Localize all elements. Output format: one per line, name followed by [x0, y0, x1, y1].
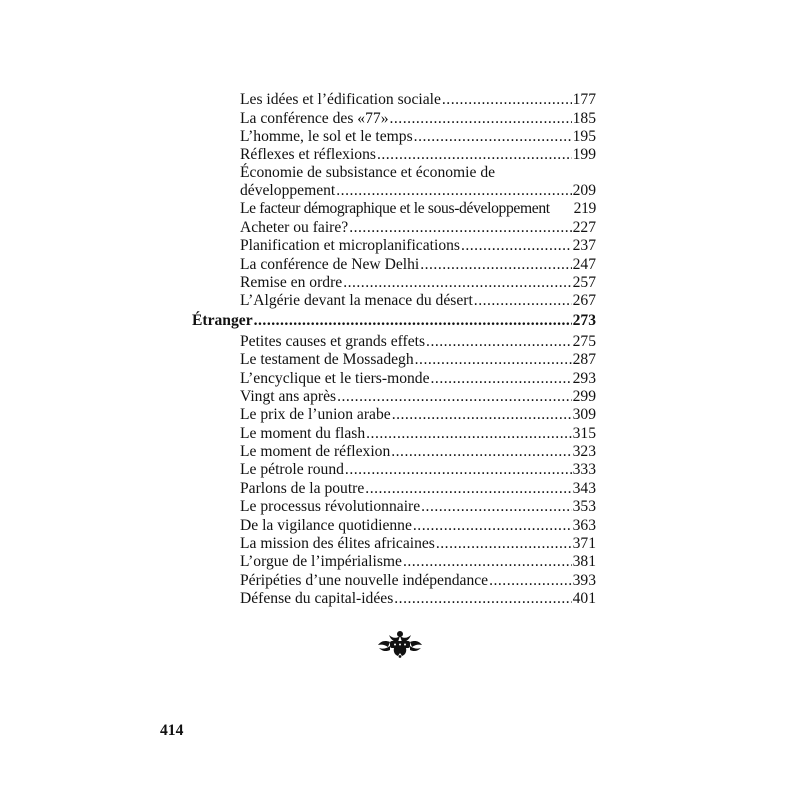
toc-entry-title: Le moment du flash	[240, 425, 366, 442]
toc-entry-page: 257	[572, 274, 596, 291]
toc-leader	[390, 109, 572, 128]
toc-entry	[240, 424, 596, 443]
toc-entry-title: Parlons de la poutre	[240, 480, 365, 497]
toc-leader	[461, 236, 572, 255]
toc-leader	[345, 460, 572, 479]
toc-entry	[240, 291, 596, 310]
toc-entry	[240, 516, 596, 535]
toc-leader	[366, 424, 571, 443]
toc-entry-page: 323	[572, 443, 596, 460]
toc-entry-title: Le pétrole round	[240, 461, 344, 478]
toc-entry	[240, 181, 596, 200]
toc-entry	[240, 460, 596, 479]
toc-entry	[240, 552, 596, 571]
toc-leader	[489, 571, 572, 590]
toc-section-page: 273	[572, 312, 596, 329]
toc-entry-title: La conférence de New Delhi	[240, 256, 420, 273]
toc-leader	[377, 145, 572, 164]
toc-entry-title: De la vigilance quotidienne	[240, 517, 412, 534]
toc-entry-page: 185	[572, 110, 596, 127]
toc-entry-page: 353	[572, 498, 596, 515]
toc-leader	[420, 255, 571, 274]
toc-section-title: Étranger	[192, 312, 253, 329]
toc-entry-page: 333	[572, 461, 596, 478]
toc-leader	[336, 181, 571, 200]
toc-leader	[442, 90, 572, 109]
toc-entry-title: Acheter ou faire?	[240, 219, 349, 236]
toc-entry	[240, 497, 596, 516]
toc-entry-title: La conférence des «77»	[240, 110, 389, 127]
toc-entry-title: Petites causes et grands effets	[240, 333, 426, 350]
toc-entry-page: 227	[572, 219, 596, 236]
toc-leader	[349, 218, 571, 237]
toc-entry-title: Le testament de Mossadegh	[240, 351, 414, 368]
toc-entry-page: 343	[572, 480, 596, 497]
toc-entry-page: 309	[572, 406, 596, 423]
toc-entry-title: Le processus révolutionnaire	[240, 498, 421, 515]
toc-entry-title: Économie de subsistance et économie de	[240, 164, 496, 181]
toc-leader	[365, 479, 571, 498]
toc-entry	[240, 350, 596, 369]
toc-entry-first-line	[240, 163, 596, 182]
toc-entry	[240, 273, 596, 292]
toc-entry-title: L’Algérie devant la menace du désert	[240, 292, 473, 309]
toc-entry	[240, 127, 596, 146]
toc-section-heading	[192, 311, 596, 330]
toc-entry-page: 381	[572, 553, 596, 570]
toc-entry-page: 219	[573, 200, 596, 217]
toc-entry	[240, 405, 596, 424]
toc-entry-page: 287	[572, 351, 596, 368]
toc-leader	[337, 387, 572, 406]
toc-entry-title: Le prix de l’union arabe	[240, 406, 391, 423]
toc-entry-page: 315	[572, 425, 596, 442]
toc-entry-title: Le facteur démographique et le sous-développement	[240, 200, 550, 217]
toc-entry	[240, 387, 596, 406]
toc-entry-page: 401	[572, 590, 596, 607]
toc-entry-page: 247	[572, 256, 596, 273]
toc-entry-title: L’orgue de l’impérialisme	[240, 553, 402, 570]
toc-entry-page: 195	[572, 128, 596, 145]
toc-entry-page: 209	[572, 182, 596, 199]
toc-entry-page: 199	[572, 146, 596, 163]
toc-entry	[240, 109, 596, 128]
toc-entry-title: Planification et microplanifications	[240, 237, 460, 254]
toc-entry	[240, 369, 596, 388]
toc-entry-page: 275	[572, 333, 596, 350]
toc-entry	[240, 332, 596, 351]
toc-leader	[413, 516, 572, 535]
toc-leader	[436, 534, 572, 553]
toc-entry-title: Réflexes et réflexions	[240, 146, 376, 163]
toc-entry-page: 363	[572, 517, 596, 534]
toc-entry	[240, 255, 596, 274]
toc-entry-title: Remise en ordre	[240, 274, 343, 291]
toc-entry-page: 393	[572, 572, 596, 589]
toc-entry	[240, 442, 596, 461]
toc-leader	[414, 127, 572, 146]
toc-entry-title: La mission des élites africaines	[240, 535, 435, 552]
toc-entry-title: Les idées et l’édification sociale	[240, 91, 441, 108]
toc-entry-title: Péripéties d’une nouvelle indépendance	[240, 572, 489, 589]
toc-leader	[474, 291, 572, 310]
toc-entry-title: L’homme, le sol et le temps	[240, 128, 413, 145]
toc-leader	[415, 350, 572, 369]
toc-leader	[431, 369, 572, 388]
toc-entry	[240, 571, 596, 590]
toc-leader	[426, 332, 572, 351]
page-number: 414	[160, 722, 184, 739]
toc-entry-title: Défense du capital-idées	[240, 590, 394, 607]
toc-leader	[254, 311, 572, 330]
toc-entry-page: 237	[572, 237, 596, 254]
toc-leader	[343, 273, 571, 292]
toc-entry	[240, 236, 596, 255]
toc-entry	[240, 218, 596, 237]
toc-entry	[240, 534, 596, 553]
fleuron-ornament-icon	[376, 630, 424, 658]
toc-entry	[240, 589, 596, 608]
toc-entry	[240, 479, 596, 498]
toc-leader	[391, 442, 571, 461]
toc-leader	[403, 552, 572, 571]
toc-entry-title: Vingt ans après	[240, 388, 337, 405]
toc-entry-page: 293	[572, 370, 596, 387]
toc-entry-title: Le moment de réflexion	[240, 443, 391, 460]
toc-entry-title: développement	[240, 182, 336, 199]
toc-entry-page: 371	[572, 535, 596, 552]
toc-leader	[421, 497, 571, 516]
toc-entry-page: 299	[572, 388, 596, 405]
toc-entry-title: L’encyclique et le tiers-monde	[240, 370, 430, 387]
toc-entry	[240, 199, 596, 218]
toc-entry-page: 267	[572, 292, 596, 309]
toc-entry	[240, 90, 596, 109]
toc-leader	[392, 405, 572, 424]
toc-entry	[240, 145, 596, 164]
toc-leader	[394, 589, 571, 608]
toc-entry-page: 177	[572, 91, 596, 108]
